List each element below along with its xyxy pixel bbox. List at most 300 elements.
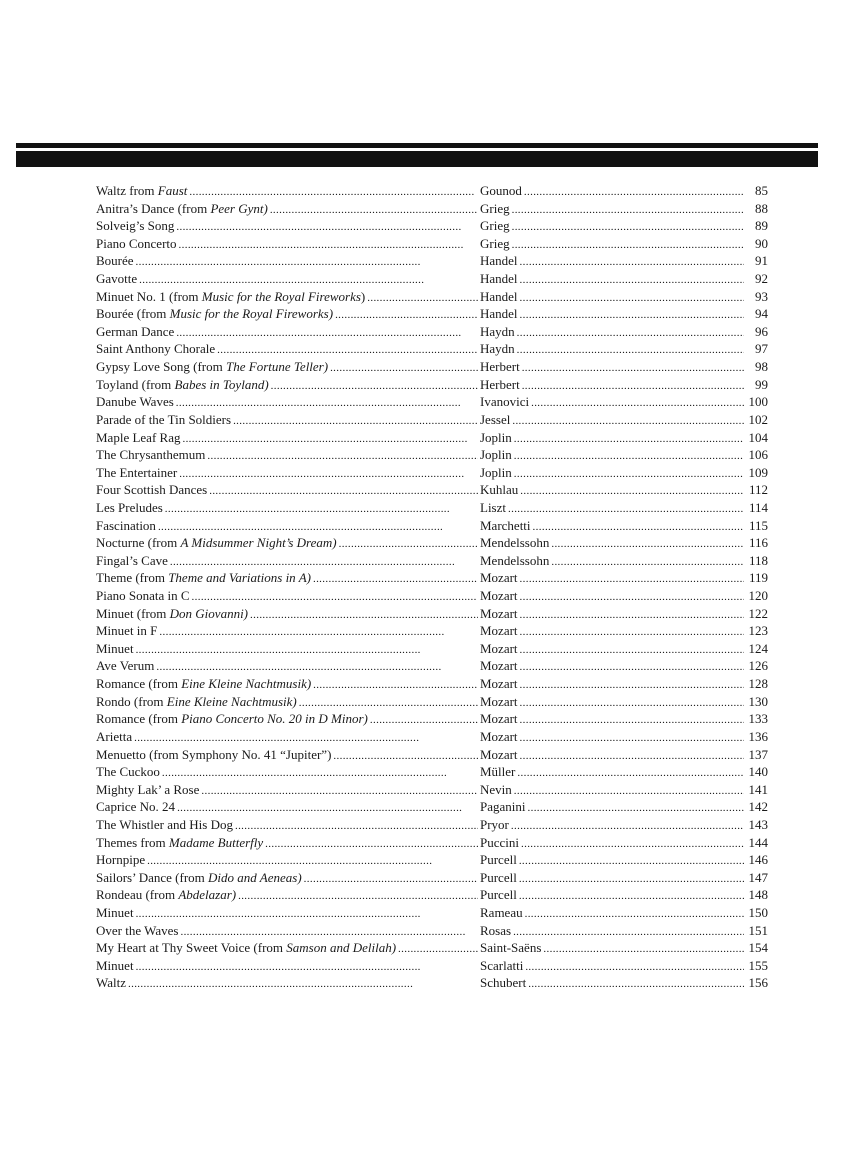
toc-leader-dots <box>512 217 744 235</box>
toc-entry[interactable] <box>96 411 768 429</box>
toc-leader-dots <box>177 798 478 816</box>
toc-entry-title <box>96 939 396 957</box>
toc-title-plain: Minuet <box>96 957 134 973</box>
toc-leader-dots <box>304 869 478 887</box>
toc-entry[interactable] <box>96 904 768 922</box>
toc-entry-composer: Schubert <box>480 975 527 991</box>
toc-entry-title <box>96 534 337 552</box>
toc-leader-dots <box>520 710 744 728</box>
toc-entry-page: 91 <box>755 253 768 269</box>
toc-leader-dots <box>520 587 744 605</box>
toc-leader-dots <box>165 499 478 517</box>
toc-entry-title <box>96 922 178 940</box>
toc-title-after: ) <box>360 288 366 304</box>
toc-title-column <box>96 288 480 306</box>
toc-entry-page: 120 <box>748 588 768 604</box>
toc-entry-page: 151 <box>748 922 768 938</box>
toc-entry-composer: Ivanovici <box>480 394 530 410</box>
toc-title-column <box>96 464 480 482</box>
toc-leader-dots <box>524 182 744 200</box>
toc-leader-dots <box>520 270 744 288</box>
toc-entry-page: 85 <box>755 183 768 198</box>
toc-entry-page: 126 <box>748 658 768 674</box>
toc-entry[interactable] <box>96 393 768 411</box>
toc-leader-dots <box>522 376 744 394</box>
toc-leader-dots <box>134 728 478 746</box>
toc-title-column <box>96 869 480 887</box>
toc-leader-dots <box>128 974 478 992</box>
toc-composer-column <box>480 710 768 728</box>
header-thick-bar <box>16 151 818 167</box>
toc-leader-dots <box>238 886 478 904</box>
toc-leader-dots <box>398 939 478 957</box>
toc-entry[interactable] <box>96 464 768 482</box>
toc-title-plain: Waltz from <box>96 183 158 198</box>
toc-title-column <box>96 816 480 834</box>
toc-entry-title <box>96 252 134 270</box>
toc-leader-dots <box>543 939 744 957</box>
toc-title-column <box>96 886 480 904</box>
toc-title-plain: Toyland (from <box>96 376 175 392</box>
toc-entry[interactable] <box>96 605 768 623</box>
toc-composer-column <box>480 323 768 341</box>
toc-entry-title <box>96 587 190 605</box>
toc-title-column <box>96 270 480 288</box>
toc-entry-page: 146 <box>748 852 768 868</box>
toc-entry-title <box>96 323 174 341</box>
toc-entry[interactable] <box>96 217 768 235</box>
toc-title-column <box>96 763 480 781</box>
toc-entry-page: 140 <box>748 764 768 780</box>
toc-entry-title <box>96 675 311 693</box>
toc-entry[interactable] <box>96 728 768 746</box>
toc-composer-column <box>480 834 768 852</box>
toc-entry-composer: Handel <box>480 288 518 304</box>
toc-title-plain: Danube Waves <box>96 394 174 410</box>
toc-leader-dots <box>512 200 744 218</box>
toc-entry[interactable] <box>96 182 768 200</box>
toc-title-plain: Solveig’s Song <box>96 218 175 234</box>
toc-leader-dots <box>330 358 478 376</box>
toc-entry-page: 147 <box>748 869 768 885</box>
toc-entry[interactable] <box>96 340 768 358</box>
toc-entry-title <box>96 746 331 764</box>
toc-entry-page: 94 <box>755 306 768 322</box>
toc-entry-page: 122 <box>748 605 768 621</box>
toc-entry[interactable] <box>96 446 768 464</box>
toc-leader-dots <box>551 552 744 570</box>
toc-leader-dots <box>520 693 744 711</box>
toc-leader-dots <box>139 270 478 288</box>
toc-entry-title <box>96 974 126 992</box>
toc-composer-column <box>480 904 768 922</box>
toc-title-column <box>96 746 480 764</box>
toc-entry-page: 142 <box>748 799 768 815</box>
toc-composer-column <box>480 376 768 394</box>
toc-entry-page: 155 <box>748 957 768 973</box>
toc-entry-page: 133 <box>748 711 768 727</box>
toc-entry[interactable] <box>96 429 768 447</box>
toc-leader-dots <box>520 481 744 499</box>
toc-title-column <box>96 411 480 429</box>
toc-entry[interactable] <box>96 939 768 957</box>
toc-leader-dots <box>514 781 744 799</box>
toc-entry[interactable] <box>96 781 768 799</box>
toc-entry[interactable] <box>96 569 768 587</box>
toc-entry[interactable] <box>96 834 768 852</box>
toc-title-plain: Minuet <box>96 640 134 656</box>
toc-entry[interactable] <box>96 640 768 658</box>
toc-entry-page: 136 <box>748 728 768 744</box>
toc-entry[interactable] <box>96 552 768 570</box>
toc-entry-composer: Marchetti <box>480 517 531 533</box>
toc-leader-dots <box>517 763 744 781</box>
toc-entry-title <box>96 464 177 482</box>
toc-entry-title <box>96 728 132 746</box>
toc-leader-dots <box>217 340 478 358</box>
toc-entry-composer: Mozart <box>480 676 518 692</box>
toc-leader-dots <box>179 235 478 253</box>
toc-leader-dots <box>520 252 744 270</box>
toc-entry[interactable] <box>96 763 768 781</box>
toc-leader-dots <box>170 552 478 570</box>
toc-title-plain: Piano Concerto <box>96 235 177 251</box>
toc-composer-column <box>480 270 768 288</box>
toc-composer-column <box>480 939 768 957</box>
toc-entry-composer: Purcell <box>480 887 517 903</box>
toc-title-column <box>96 957 480 975</box>
toc-title-plain: Menuetto (from Symphony No. 41 “Jupiter”) <box>96 746 332 762</box>
toc-title-work: Dido and Aeneas) <box>208 869 302 885</box>
toc-title-plain: Minuet <box>96 904 134 920</box>
toc-title-work: A Midsummer Night’s Dream) <box>180 535 337 551</box>
toc-composer-column <box>480 393 768 411</box>
toc-entry-page: 124 <box>748 640 768 656</box>
toc-entry[interactable] <box>96 693 768 711</box>
toc-entry-composer: Joplin <box>480 429 512 445</box>
toc-entry-title <box>96 763 160 781</box>
toc-title-column <box>96 939 480 957</box>
toc-entry[interactable] <box>96 622 768 640</box>
toc-entry-title <box>96 429 180 447</box>
toc-leader-dots <box>520 675 744 693</box>
toc-composer-column <box>480 252 768 270</box>
toc-title-column <box>96 693 480 711</box>
toc-composer-column <box>480 305 768 323</box>
toc-title-plain: Les Preludes <box>96 499 163 515</box>
toc-entry-page: 93 <box>755 288 768 304</box>
toc-title-work: Faust <box>157 183 188 198</box>
toc-entry-title <box>96 235 177 253</box>
toc-entry-composer: Herbert <box>480 376 520 392</box>
toc-entry-title <box>96 869 302 887</box>
toc-leader-dots <box>513 922 744 940</box>
toc-composer-column <box>480 446 768 464</box>
toc-composer-column <box>480 869 768 887</box>
toc-title-column <box>96 376 480 394</box>
toc-leader-dots <box>520 657 744 675</box>
toc-title-work: Theme and Variations in A) <box>168 570 311 586</box>
toc-entry[interactable] <box>96 798 768 816</box>
toc-title-column <box>96 675 480 693</box>
toc-composer-column <box>480 640 768 658</box>
toc-title-work: Music for the Royal Fireworks <box>201 288 361 304</box>
toc-title-plain: Piano Sonata in C <box>96 588 190 604</box>
toc-title-column <box>96 657 480 675</box>
toc-entry[interactable] <box>96 657 768 675</box>
toc-entry-composer: Mozart <box>480 693 518 709</box>
toc-leader-dots <box>520 569 744 587</box>
toc-entry[interactable] <box>96 252 768 270</box>
toc-title-column <box>96 781 480 799</box>
toc-leader-dots <box>182 429 478 447</box>
toc-entry-composer: Handel <box>480 271 518 287</box>
toc-entry-title <box>96 622 157 640</box>
toc-entry[interactable] <box>96 869 768 887</box>
toc-entry-page: 106 <box>748 447 768 463</box>
toc-title-work: Don Giovanni) <box>169 605 249 621</box>
toc-entry-page: 128 <box>748 676 768 692</box>
toc-entry[interactable] <box>96 376 768 394</box>
toc-leader-dots <box>156 657 478 675</box>
toc-leader-dots <box>201 781 478 799</box>
toc-leader-dots <box>520 728 744 746</box>
toc-entry-title <box>96 411 231 429</box>
toc-entry-title <box>96 569 311 587</box>
toc-composer-column <box>480 746 768 764</box>
toc-title-plain: German Dance <box>96 323 175 339</box>
toc-leader-dots <box>520 305 744 323</box>
toc-composer-column <box>480 605 768 623</box>
toc-title-column <box>96 974 480 992</box>
toc-leader-dots <box>522 358 744 376</box>
toc-leader-dots <box>525 957 744 975</box>
toc-entry-page: 154 <box>748 940 768 956</box>
toc-entry-title <box>96 217 174 235</box>
toc-entry[interactable] <box>96 587 768 605</box>
toc-entry[interactable] <box>96 499 768 517</box>
header-thin-bar <box>16 143 818 148</box>
toc-title-plain: Minuet (from <box>96 605 170 621</box>
toc-title-plain: Nocturne (from <box>96 535 181 551</box>
toc-entry[interactable] <box>96 816 768 834</box>
toc-title-column <box>96 605 480 623</box>
toc-composer-column <box>480 957 768 975</box>
toc-composer-column <box>480 499 768 517</box>
toc-entry-composer: Mozart <box>480 588 518 604</box>
toc-entry-page: 144 <box>748 834 768 850</box>
toc-title-plain: Parade of the Tin Soldiers <box>96 411 232 427</box>
toc-title-column <box>96 217 480 235</box>
toc-leader-dots <box>162 763 478 781</box>
toc-entry-composer: Joplin <box>480 464 512 480</box>
toc-entry[interactable] <box>96 288 768 306</box>
toc-title-plain: Theme (from <box>96 570 169 586</box>
toc-composer-column <box>480 429 768 447</box>
toc-entry-title <box>96 798 175 816</box>
toc-title-plain: My Heart at Thy Sweet Voice (from <box>96 940 287 956</box>
toc-entry[interactable] <box>96 851 768 869</box>
toc-entry[interactable] <box>96 481 768 499</box>
toc-entry-composer: Purcell <box>480 869 517 885</box>
toc-leader-dots <box>180 922 478 940</box>
toc-entry-page: 109 <box>748 464 768 480</box>
toc-leader-dots <box>335 305 478 323</box>
toc-entry-title <box>96 851 145 869</box>
toc-entry-composer: Handel <box>480 306 518 322</box>
toc-entry-composer: Mozart <box>480 728 518 744</box>
toc-title-plain: Rondeau (from <box>96 887 179 903</box>
toc-composer-column <box>480 288 768 306</box>
toc-title-column <box>96 922 480 940</box>
toc-title-column <box>96 358 480 376</box>
toc-title-plain: The Entertainer <box>96 464 178 480</box>
toc-title-plain: Over the Waves <box>96 922 179 938</box>
toc-leader-dots <box>517 323 744 341</box>
toc-title-column <box>96 429 480 447</box>
toc-entry[interactable] <box>96 517 768 535</box>
toc-entry-composer: Mendelssohn <box>480 535 550 551</box>
toc-title-column <box>96 340 480 358</box>
toc-entry-composer: Rameau <box>480 904 523 920</box>
toc-title-plain: Four Scottish Dances <box>96 482 208 498</box>
toc-title-plain: Caprice No. 24 <box>96 799 176 815</box>
toc-entry-page: 123 <box>748 623 768 639</box>
toc-leader-dots <box>136 252 478 270</box>
toc-title-plain: Fingal’s Cave <box>96 552 168 568</box>
toc-title-plain: Anitra’s Dance (from <box>96 200 211 216</box>
toc-title-plain: Hornpipe <box>96 852 146 868</box>
toc-composer-column <box>480 182 768 200</box>
toc-title-column <box>96 798 480 816</box>
toc-entry-title <box>96 446 205 464</box>
toc-entry-page: 92 <box>755 271 768 287</box>
toc-entry-page: 90 <box>755 235 768 251</box>
toc-composer-column <box>480 217 768 235</box>
table-of-contents <box>96 182 768 992</box>
toc-leader-dots <box>209 481 478 499</box>
toc-entry[interactable] <box>96 534 768 552</box>
toc-leader-dots <box>313 569 478 587</box>
toc-entry-title <box>96 834 263 852</box>
toc-entry-title <box>96 816 233 834</box>
toc-entry[interactable] <box>96 710 768 728</box>
toc-title-plain: Ave Verum <box>96 658 155 674</box>
toc-entry-page: 89 <box>755 218 768 234</box>
toc-entry[interactable] <box>96 957 768 975</box>
toc-entry-page: 104 <box>748 429 768 445</box>
toc-leader-dots <box>519 886 744 904</box>
toc-entry-page: 143 <box>748 816 768 832</box>
toc-title-column <box>96 481 480 499</box>
toc-entry[interactable] <box>96 358 768 376</box>
toc-title-column <box>96 305 480 323</box>
toc-leader-dots <box>233 411 478 429</box>
toc-leader-dots <box>189 182 478 200</box>
toc-leader-dots <box>511 816 744 834</box>
toc-entry[interactable] <box>96 675 768 693</box>
toc-title-column <box>96 851 480 869</box>
toc-leader-dots <box>512 411 744 429</box>
toc-leader-dots <box>147 851 478 869</box>
toc-entry[interactable] <box>96 323 768 341</box>
toc-entry-title <box>96 393 174 411</box>
toc-title-plain: Sailors’ Dance (from <box>96 869 209 885</box>
toc-entry-composer: Kuhlau <box>480 482 519 498</box>
toc-leader-dots <box>158 517 478 535</box>
toc-entry-page: 102 <box>748 411 768 427</box>
toc-entry[interactable] <box>96 235 768 253</box>
toc-entry-composer: Pryor <box>480 816 509 832</box>
toc-entry[interactable] <box>96 200 768 218</box>
toc-entry-title <box>96 657 154 675</box>
toc-entry[interactable] <box>96 974 768 992</box>
toc-title-plain: The Cuckoo <box>96 764 160 780</box>
toc-composer-column <box>480 798 768 816</box>
toc-entry-title <box>96 640 134 658</box>
toc-leader-dots <box>270 200 478 218</box>
toc-title-column <box>96 393 480 411</box>
toc-entry[interactable] <box>96 270 768 288</box>
toc-leader-dots <box>520 746 744 764</box>
toc-title-work: Madame Butterfly <box>168 834 264 850</box>
toc-entry[interactable] <box>96 746 768 764</box>
toc-title-work: Eine Kleine Nachtmusik) <box>181 676 312 692</box>
toc-entry-title <box>96 957 134 975</box>
toc-leader-dots <box>333 746 478 764</box>
toc-leader-dots <box>339 534 478 552</box>
toc-composer-column <box>480 481 768 499</box>
toc-entry[interactable] <box>96 886 768 904</box>
toc-entry-composer: Mozart <box>480 711 518 727</box>
toc-title-plain: Bourée (from <box>96 306 170 322</box>
toc-composer-column <box>480 587 768 605</box>
toc-entry[interactable] <box>96 305 768 323</box>
toc-entry-title <box>96 605 248 623</box>
toc-composer-column <box>480 517 768 535</box>
toc-title-column <box>96 235 480 253</box>
toc-title-column <box>96 323 480 341</box>
toc-entry-page: 116 <box>748 535 768 551</box>
toc-composer-column <box>480 358 768 376</box>
toc-leader-dots <box>136 957 478 975</box>
toc-composer-column <box>480 200 768 218</box>
toc-leader-dots <box>521 834 744 852</box>
toc-entry-page: 141 <box>748 781 768 797</box>
toc-leader-dots <box>533 517 744 535</box>
toc-leader-dots <box>192 587 478 605</box>
toc-title-column <box>96 200 480 218</box>
toc-title-work: Abdelazar) <box>178 887 237 903</box>
toc-composer-column <box>480 464 768 482</box>
toc-title-column <box>96 710 480 728</box>
toc-leader-dots <box>528 974 744 992</box>
toc-title-work: Piano Concerto No. 20 in D Minor) <box>181 711 368 727</box>
toc-title-column <box>96 728 480 746</box>
toc-entry[interactable] <box>96 922 768 940</box>
toc-entry-page: 112 <box>748 482 768 498</box>
toc-title-plain: Arietta <box>96 728 133 744</box>
toc-title-plain: Minuet No. 1 (from <box>96 288 202 304</box>
toc-entry-composer: Paganini <box>480 799 526 815</box>
toc-entry-title <box>96 200 268 218</box>
toc-entry-composer: Mozart <box>480 605 518 621</box>
toc-entry-page: 100 <box>748 394 768 410</box>
toc-composer-column <box>480 728 768 746</box>
toc-title-column <box>96 517 480 535</box>
toc-leader-dots <box>159 622 478 640</box>
toc-leader-dots <box>370 710 478 728</box>
